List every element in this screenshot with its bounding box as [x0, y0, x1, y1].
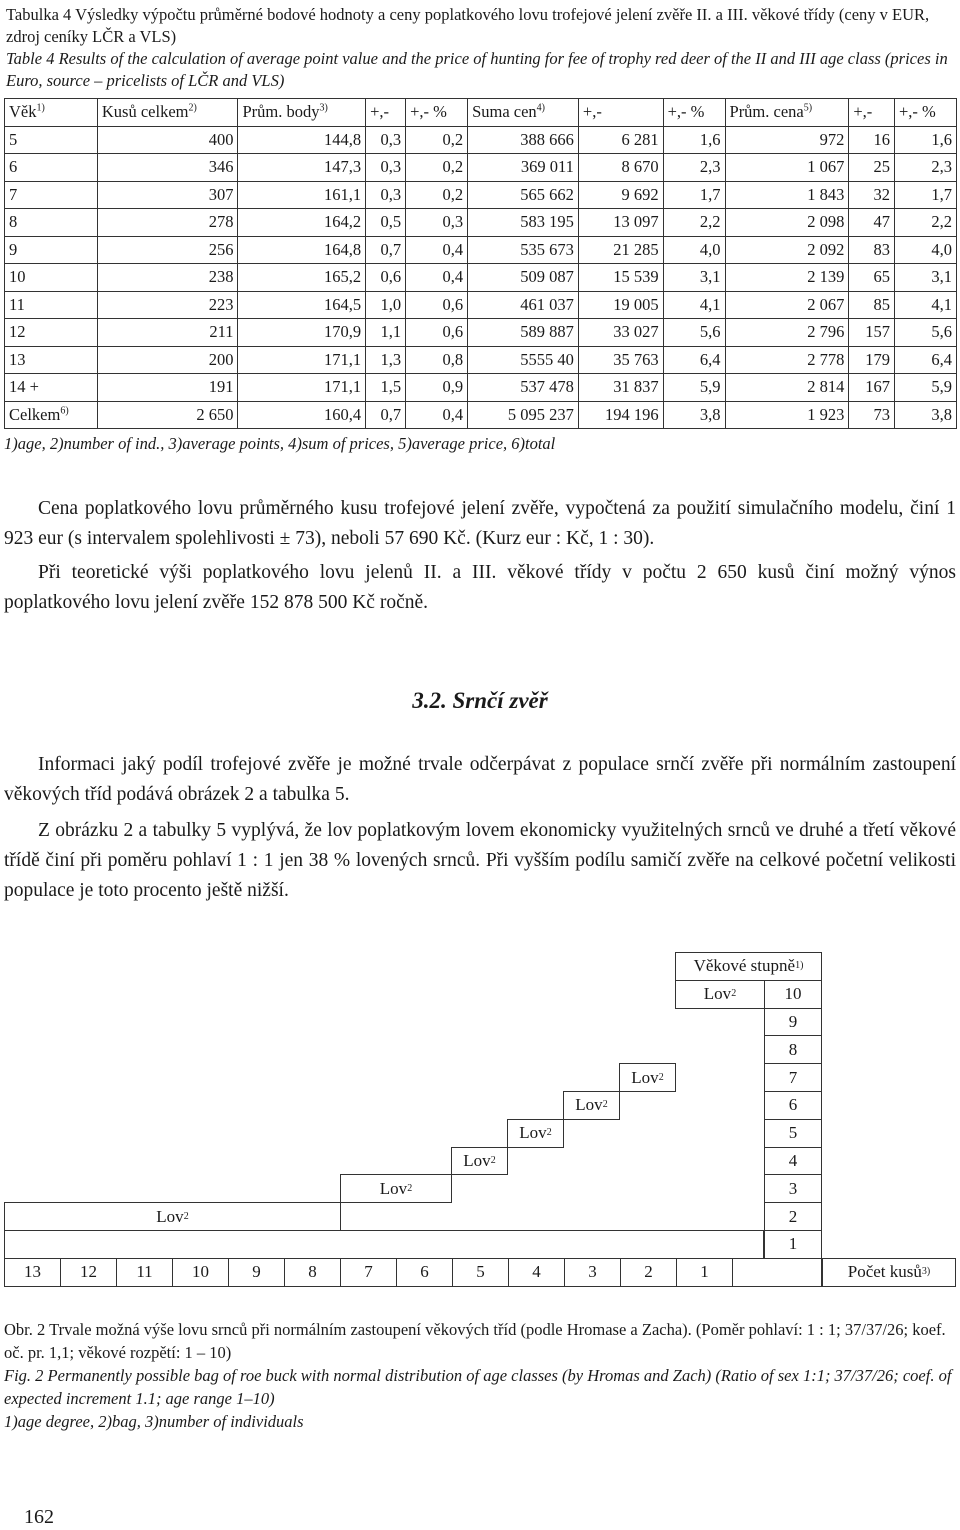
table-cell: 200	[97, 346, 238, 374]
table-cell: 13	[5, 346, 98, 374]
table-cell: 5,6	[895, 319, 957, 347]
table-cell: 1,6	[895, 126, 957, 154]
table-caption-en: Table 4 Results of the calculation of average point value and the price of hunting for fee of trophy red deer of the II and III age class (prices in Euro, source – pricelists of LČR and VLS)	[6, 49, 948, 90]
table-cell: 346	[97, 154, 238, 182]
table-cell: 3,8	[663, 401, 725, 429]
table-cell: 2,3	[895, 154, 957, 182]
bag-cell: Lov 2	[507, 1119, 564, 1148]
table-cell: 1,3	[366, 346, 406, 374]
table-cell: 10	[5, 264, 98, 292]
age-degree-cell: 7	[764, 1063, 822, 1092]
count-label: Počet kusů 3)	[822, 1258, 956, 1287]
table-row	[5, 264, 957, 292]
table-cell: 589 887	[468, 319, 579, 347]
paragraphs-bottom	[4, 750, 956, 906]
column-header: +,- %	[406, 99, 468, 127]
table-cell: 307	[97, 181, 238, 209]
count-axis-cell: 3	[564, 1258, 621, 1287]
table-cell: 0,4	[406, 401, 468, 429]
bag-cell: Lov 2	[451, 1147, 508, 1176]
table-cell: 7	[5, 181, 98, 209]
table-cell: 179	[849, 346, 895, 374]
table-cell: 8	[5, 209, 98, 237]
age-degree-cell: 3	[764, 1174, 822, 1203]
table-cell: 15 539	[578, 264, 663, 292]
bag-cell: Lov 2	[619, 1063, 676, 1092]
table-cell: 5 095 237	[468, 401, 579, 429]
count-axis-cell: 4	[508, 1258, 565, 1287]
table-cell: 2 139	[725, 264, 849, 292]
table-cell: 0,7	[366, 236, 406, 264]
table-row	[5, 154, 957, 182]
table-cell: 191	[97, 374, 238, 402]
table-cell: 65	[849, 264, 895, 292]
table-header-row	[5, 99, 957, 127]
count-axis-spacer	[732, 1258, 822, 1287]
age-degree-cell: 9	[764, 1008, 822, 1037]
table-cell: 9 692	[578, 181, 663, 209]
table-cell: 5,9	[895, 374, 957, 402]
table-cell: 2 650	[97, 401, 238, 429]
table-cell: 5,9	[663, 374, 725, 402]
table-caption-cz: Tabulka 4 Výsledky výpočtu průměrné bodové hodnoty a ceny poplatkového lovu trofejové jelení zvěře II. a III. věkové třídy (ceny v EUR, zdroj ceníky LČR a VLS)	[6, 5, 930, 46]
table-cell: 256	[97, 236, 238, 264]
table-cell: 4,1	[895, 291, 957, 319]
table-cell: 164,5	[238, 291, 366, 319]
paragraphs-top	[4, 494, 956, 618]
table-cell: 0,9	[406, 374, 468, 402]
table-cell: 0,2	[406, 154, 468, 182]
column-header: +,-	[578, 99, 663, 127]
table-cell: 144,8	[238, 126, 366, 154]
table-row	[5, 346, 957, 374]
count-axis-cell: 11	[116, 1258, 173, 1287]
table-cell: 4,0	[895, 236, 957, 264]
count-axis-cell: 8	[284, 1258, 341, 1287]
table-cell: 8 670	[578, 154, 663, 182]
count-axis-cell: 5	[452, 1258, 509, 1287]
table-total-row	[5, 401, 957, 429]
column-header: Suma cen$^{4)}$	[468, 99, 579, 127]
table-cell: 0,4	[406, 236, 468, 264]
table-cell: 164,8	[238, 236, 366, 264]
paragraph: Informaci jaký podíl trofejové zvěře je možné trvale odčerpávat z populace srnčí zvěře při normálním zastoupení věkových tříd podává obrázek 2 a tabulka 5.	[4, 754, 956, 805]
bag-cell: Lov 2	[4, 1202, 341, 1231]
table-cell: 14 +	[5, 374, 98, 402]
table-cell: 147,3	[238, 154, 366, 182]
table-cell: 161,1	[238, 181, 366, 209]
table-cell: 157	[849, 319, 895, 347]
table-cell: 0,8	[406, 346, 468, 374]
table-row	[5, 126, 957, 154]
table-cell: 171,1	[238, 374, 366, 402]
table-cell: 2 796	[725, 319, 849, 347]
age-degree-header: Věkové stupně 1)	[675, 952, 822, 981]
paragraph: Při teoretické výši poplatkového lovu jelenů II. a III. věkové třídy v počtu 2 650 kusů činí možný výnos poplatkového lovu jelení zvěře 152 878 500 Kč ročně.	[4, 562, 956, 613]
age-degree-cell: 6	[764, 1091, 822, 1120]
table-cell: 0,2	[406, 126, 468, 154]
table-cell: 0,3	[366, 181, 406, 209]
table-cell: 21 285	[578, 236, 663, 264]
table-cell: 2 092	[725, 236, 849, 264]
table-cell: 35 763	[578, 346, 663, 374]
table-cell: 167	[849, 374, 895, 402]
figure-caption	[4, 1318, 956, 1433]
table-cell: 3,8	[895, 401, 957, 429]
table-cell: 164,2	[238, 209, 366, 237]
empty-bag-cell	[4, 1230, 764, 1259]
age-degree-cell: 4	[764, 1147, 822, 1176]
table-cell: 0,2	[406, 181, 468, 209]
table-cell: 4,1	[663, 291, 725, 319]
column-header: Prům. cena$^{5)}$	[725, 99, 849, 127]
table-cell: 2,3	[663, 154, 725, 182]
table-cell: 3,1	[663, 264, 725, 292]
table-cell: 32	[849, 181, 895, 209]
count-axis-cell: 7	[340, 1258, 397, 1287]
table-cell: 0,6	[406, 291, 468, 319]
count-axis-cell: 12	[60, 1258, 117, 1287]
table-cell: 238	[97, 264, 238, 292]
age-degree-cell: 1	[764, 1230, 822, 1259]
table-cell: 194 196	[578, 401, 663, 429]
table-cell: 25	[849, 154, 895, 182]
table-cell: 2 067	[725, 291, 849, 319]
column-header: +,-	[366, 99, 406, 127]
table-cell: 537 478	[468, 374, 579, 402]
table-cell: 33 027	[578, 319, 663, 347]
table-cell: 6	[5, 154, 98, 182]
table-cell: 0,3	[366, 154, 406, 182]
bag-cell: Lov 2	[340, 1174, 452, 1203]
table-cell: 5555 40	[468, 346, 579, 374]
table-footnote: 1)age, 2)number of ind., 3)average points, 4)sum of prices, 5)average price, 6)total	[4, 434, 556, 453]
table-row	[5, 374, 957, 402]
table-cell: 47	[849, 209, 895, 237]
table-cell: 2,2	[895, 209, 957, 237]
table-cell: 1 067	[725, 154, 849, 182]
table-row	[5, 181, 957, 209]
table-row	[5, 291, 957, 319]
count-axis-cell: 1	[676, 1258, 733, 1287]
table-row	[5, 319, 957, 347]
table-cell: 211	[97, 319, 238, 347]
age-degree-cell: 5	[764, 1119, 822, 1148]
table-cell: 11	[5, 291, 98, 319]
table-cell: 1 843	[725, 181, 849, 209]
table-row	[5, 236, 957, 264]
table-cell: 223	[97, 291, 238, 319]
table-cell: 1,6	[663, 126, 725, 154]
table-cell: 165,2	[238, 264, 366, 292]
table-cell: 13 097	[578, 209, 663, 237]
table-cell: 83	[849, 236, 895, 264]
table-cell: 583 195	[468, 209, 579, 237]
table-cell: 1,0	[366, 291, 406, 319]
table-cell: 972	[725, 126, 849, 154]
paragraph: Cena poplatkového lovu průměrného kusu trofejové jelení zvěře, vypočtená za použití simulačního modelu, činí 1 923 eur (s intervalem spolehlivosti ± 73), neboli 57 690 Kč. (Kurz eur : Kč, 1 : 30).	[4, 498, 956, 549]
column-header: +,- %	[895, 99, 957, 127]
figure-caption-en: Fig. 2 Permanently possible bag of roe buck with normal distribution of age classes (by Hromas and Zach) (Ratio of sex 1:1; 37/37/26; coef. of expected increment 1.1; age range 1–10)	[4, 1366, 952, 1408]
table-cell: 3,1	[895, 264, 957, 292]
table-cell: 278	[97, 209, 238, 237]
column-header: +,- %	[663, 99, 725, 127]
table-cell: 6,4	[895, 346, 957, 374]
table-cell: 0,4	[406, 264, 468, 292]
table-cell: 400	[97, 126, 238, 154]
column-header: Prům. body$^{3)}$	[238, 99, 366, 127]
table-cell: 12	[5, 319, 98, 347]
table-cell: 160,4	[238, 401, 366, 429]
age-degree-cell: 10	[764, 980, 822, 1009]
count-axis-cell: 10	[172, 1258, 229, 1287]
table-cell: 5,6	[663, 319, 725, 347]
table-cell: 1 923	[725, 401, 849, 429]
table-cell: 0,5	[366, 209, 406, 237]
count-axis-cell: 9	[228, 1258, 285, 1287]
table-cell: 1,7	[663, 181, 725, 209]
table-cell: 171,1	[238, 346, 366, 374]
table-cell: 5	[5, 126, 98, 154]
age-degree-cell: 2	[764, 1202, 822, 1231]
table-cell: 2 814	[725, 374, 849, 402]
table-cell: 31 837	[578, 374, 663, 402]
table-cell: 85	[849, 291, 895, 319]
table-row	[5, 209, 957, 237]
table-cell: 388 666	[468, 126, 579, 154]
figure-footnote: 1)age degree, 2)bag, 3)number of individuals	[4, 1412, 304, 1431]
bag-cell: Lov 2	[563, 1091, 620, 1120]
table-cell: 4,0	[663, 236, 725, 264]
count-axis-cell: 6	[396, 1258, 453, 1287]
results-table	[4, 98, 957, 429]
table-cell: 2,2	[663, 209, 725, 237]
table-cell: 1,7	[895, 181, 957, 209]
table-cell: 535 673	[468, 236, 579, 264]
count-axis-cell: 2	[620, 1258, 677, 1287]
table-cell: 19 005	[578, 291, 663, 319]
page-number: 162	[24, 1506, 54, 1528]
section-heading: 3.2. Srnčí zvěř	[412, 688, 548, 713]
table-cell: 2 098	[725, 209, 849, 237]
table-cell: 0,3	[366, 126, 406, 154]
table-cell: 0,7	[366, 401, 406, 429]
table-cell: 0,3	[406, 209, 468, 237]
figure-caption-cz: Obr. 2 Trvale možná výše lovu srnců při normálním zastoupení věkových tříd (podle Hromase a Zacha). (Poměr pohlaví: 1 : 1; 37/37/26; koef. oč. pr. 1,1; věkové rozpětí: 1 – 10)	[4, 1320, 946, 1362]
table-cell: 9	[5, 236, 98, 264]
table-cell: 1,5	[366, 374, 406, 402]
table-cell: Celkem$^{6)}$	[5, 401, 98, 429]
column-header: +,-	[849, 99, 895, 127]
table-cell: 2 778	[725, 346, 849, 374]
table-cell: 0,6	[366, 264, 406, 292]
table-cell: 369 011	[468, 154, 579, 182]
table-cell: 0,6	[406, 319, 468, 347]
table-cell: 170,9	[238, 319, 366, 347]
table-cell: 461 037	[468, 291, 579, 319]
table-cell: 509 087	[468, 264, 579, 292]
bag-cell: Lov 2	[675, 980, 765, 1009]
column-header: Kusů celkem$^{2)}$	[97, 99, 238, 127]
column-header: Věk$^{1)}$	[5, 99, 98, 127]
count-axis-cell: 13	[4, 1258, 61, 1287]
table-cell: 6 281	[578, 126, 663, 154]
table-cell: 73	[849, 401, 895, 429]
table-cell: 565 662	[468, 181, 579, 209]
table-cell: 1,1	[366, 319, 406, 347]
paragraph: Z obrázku 2 a tabulky 5 vyplývá, že lov poplatkovým lovem ekonomicky využitelných srnců ve druhé a třetí věkové třídě činí při poměru pohlaví 1 : 1 jen 38 % lovených srnců. Při vyšším podílu samičí zvěře na celkové početní velikosti populace je toto procento ještě nižší.	[4, 820, 956, 901]
table-cell: 16	[849, 126, 895, 154]
table-cell: 6,4	[663, 346, 725, 374]
age-degree-cell: 8	[764, 1035, 822, 1064]
